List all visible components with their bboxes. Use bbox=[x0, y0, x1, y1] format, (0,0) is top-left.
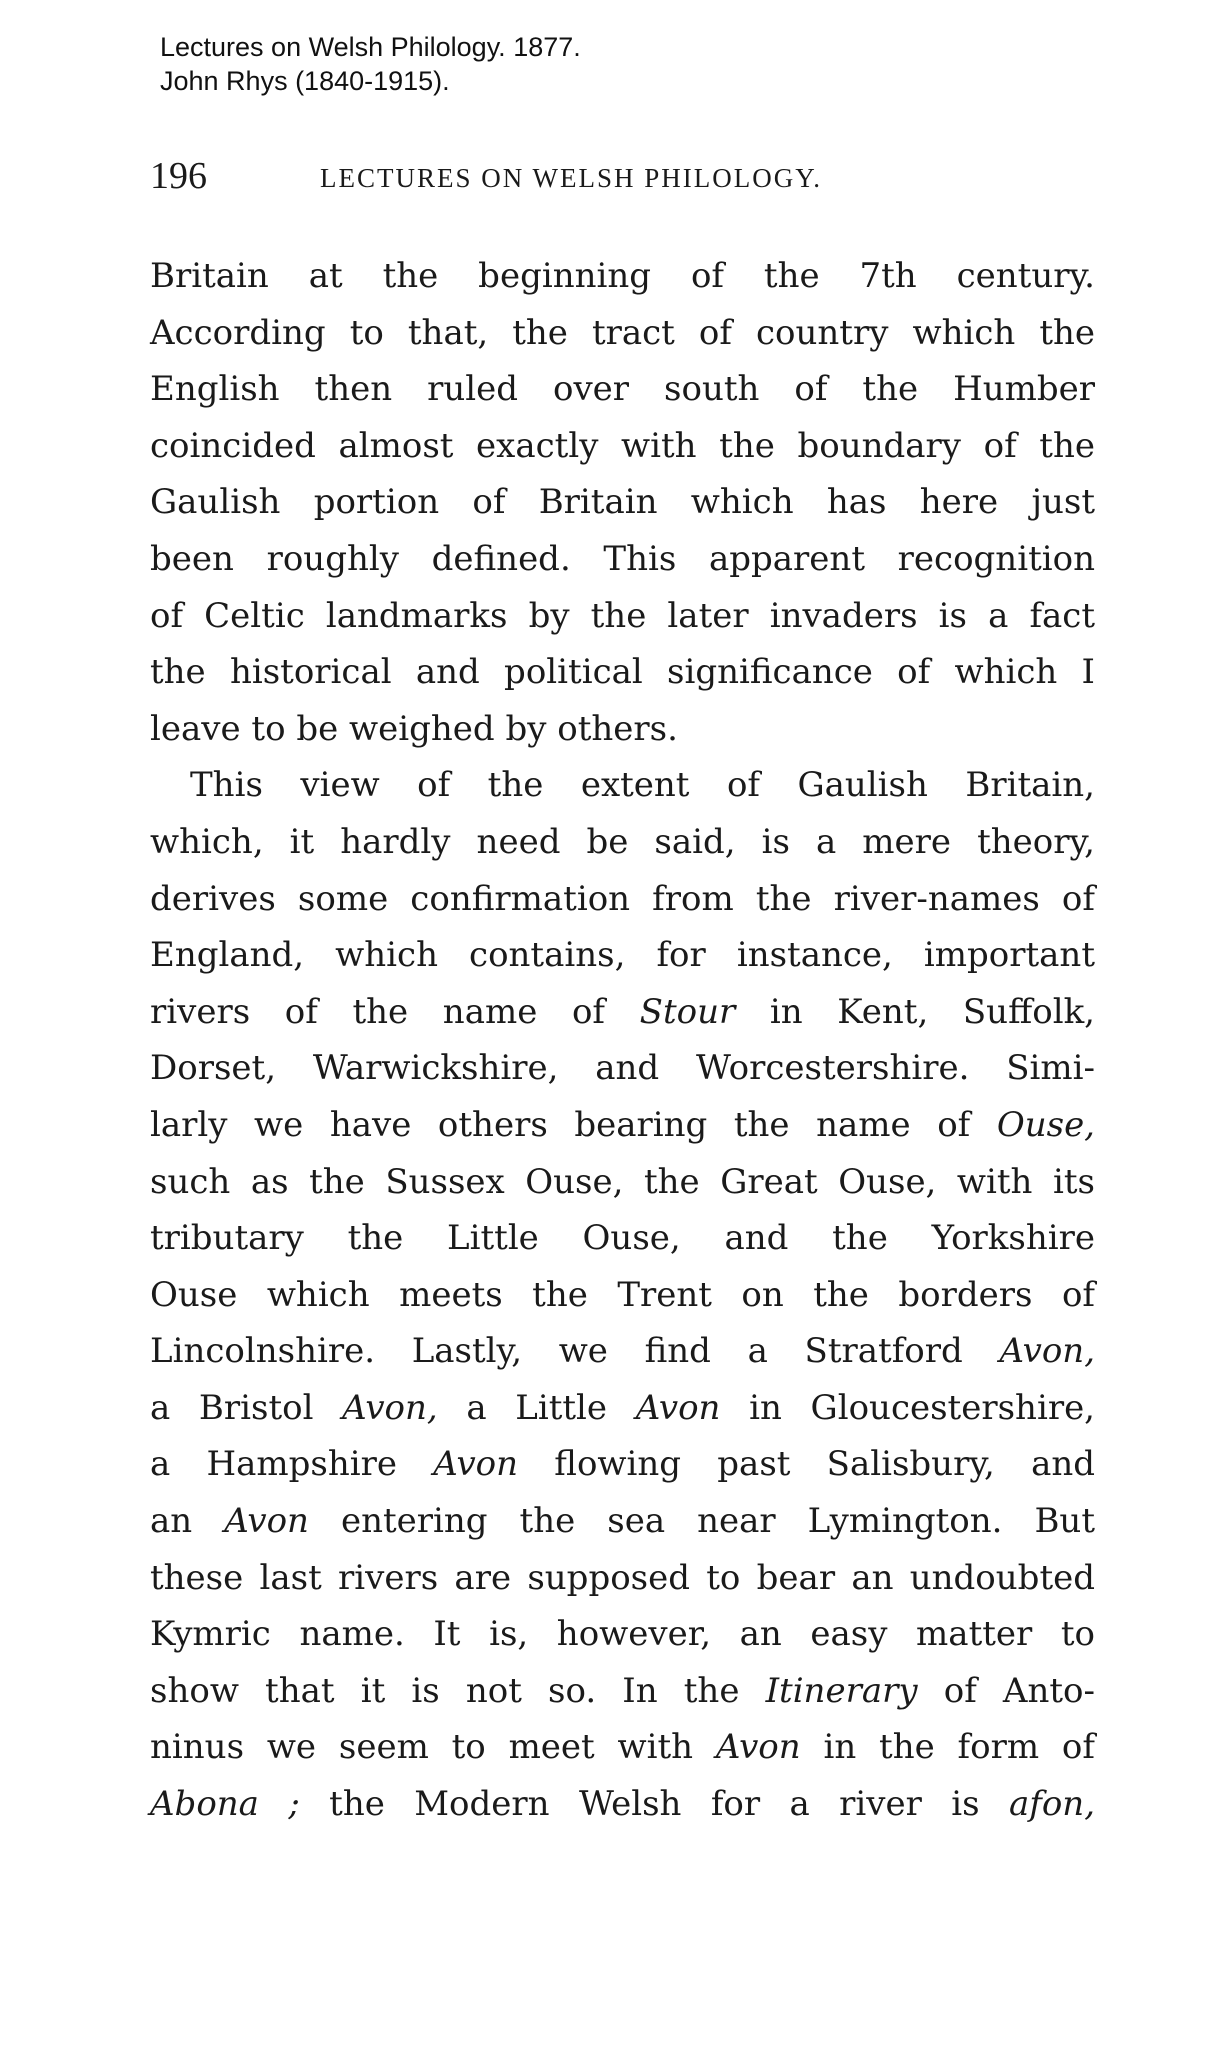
italic-run: Avon bbox=[715, 1727, 801, 1768]
source-author-line: John Rhys (1840-1915). bbox=[160, 66, 450, 96]
paragraph bbox=[150, 248, 1095, 757]
text-run: a Bristol bbox=[150, 1387, 343, 1428]
italic-run: afon, bbox=[1008, 1784, 1095, 1825]
text-run: the Modern Welsh for a river is bbox=[299, 1784, 1009, 1825]
text-line: Britain at the beginning of the 7th century. bbox=[150, 256, 1095, 296]
italic-run: Stour bbox=[639, 991, 736, 1032]
text-run: these last rivers are supposed to bear an undoubted bbox=[150, 1557, 1095, 1598]
page-number: 196 bbox=[150, 155, 207, 197]
italic-run: Avon, bbox=[342, 1387, 438, 1428]
text-line bbox=[150, 1323, 1095, 1380]
text-line bbox=[150, 1267, 1095, 1324]
text-line bbox=[150, 1154, 1095, 1211]
text-line bbox=[150, 1210, 1095, 1267]
text-run: a Little bbox=[437, 1387, 636, 1428]
italic-run: Avon bbox=[635, 1387, 721, 1428]
text-line bbox=[150, 984, 1095, 1041]
italic-run: Abona ; bbox=[150, 1784, 300, 1825]
text-line bbox=[150, 1776, 1095, 1833]
text-line bbox=[150, 1550, 1095, 1607]
text-line bbox=[150, 1097, 1095, 1154]
text-line: coincided almost exactly with the boundary of the bbox=[150, 425, 1095, 466]
text-run: flowing past Salisbury, and bbox=[518, 1444, 1095, 1485]
text-line: leave to be weighed by others. bbox=[150, 708, 678, 749]
text-run: in Gloucestershire, bbox=[720, 1387, 1095, 1428]
text-line: the historical and political significance of which I bbox=[150, 652, 1095, 693]
text-run: such as the Sussex Ouse, the Great Ouse, with its bbox=[150, 1161, 1095, 1202]
text-run: Kymric name. It is, however, an easy matter to bbox=[150, 1614, 1095, 1655]
text-run: Dorset, Warwickshire, and Worcestershire. Simi- bbox=[150, 1048, 1095, 1089]
text-line bbox=[150, 1719, 1095, 1776]
text-line bbox=[150, 1380, 1095, 1437]
italic-run: Avon bbox=[433, 1444, 519, 1485]
text-line bbox=[150, 1663, 1095, 1720]
text-line bbox=[150, 871, 1095, 928]
text-line: According to that, the tract of country which the bbox=[150, 312, 1095, 353]
text-line: English then ruled over south of the Humber bbox=[150, 369, 1095, 410]
text-run: in Kent, Suffolk, bbox=[735, 991, 1095, 1032]
paragraph bbox=[150, 757, 1095, 1832]
page-text bbox=[150, 248, 1095, 1833]
text-run: entering the sea near Lymington. But bbox=[308, 1501, 1095, 1542]
text-run: Lincolnshire. Lastly, we find a Stratford bbox=[150, 1331, 1000, 1372]
text-run: of Anto- bbox=[917, 1670, 1095, 1711]
italic-run: Itinerary bbox=[765, 1670, 918, 1711]
text-line bbox=[150, 1040, 1095, 1097]
text-run: rivers of the name of bbox=[150, 991, 640, 1032]
text-run: which, it hardly need be said, is a mere theory, bbox=[150, 821, 1095, 862]
source-note bbox=[160, 30, 581, 98]
text-line bbox=[150, 814, 1095, 871]
italic-run: Avon, bbox=[999, 1331, 1095, 1372]
text-line bbox=[150, 757, 1095, 814]
text-run: This view of the extent of Gaulish Britain, bbox=[190, 765, 1095, 806]
text-line: of Celtic landmarks by the later invaders is a fact bbox=[150, 595, 1095, 636]
running-head bbox=[150, 152, 1085, 200]
text-run: an bbox=[150, 1501, 225, 1542]
text-line: Gaulish portion of Britain which has here just bbox=[150, 482, 1095, 523]
text-run: derives some confirmation from the river-names of bbox=[150, 878, 1095, 919]
italic-run: Avon bbox=[224, 1501, 309, 1542]
text-line: been roughly defined. This apparent recognition bbox=[150, 538, 1095, 579]
italic-run: Ouse, bbox=[996, 1104, 1095, 1145]
text-run: ninus we seem to meet with bbox=[150, 1727, 716, 1768]
text-run: a Hampshire bbox=[150, 1444, 434, 1485]
source-title-line: Lectures on Welsh Philology. 1877. bbox=[160, 32, 581, 62]
text-line bbox=[150, 1493, 1095, 1550]
text-line bbox=[150, 1436, 1095, 1493]
text-run: larly we have others bearing the name of bbox=[150, 1104, 997, 1145]
text-line bbox=[150, 927, 1095, 984]
text-line bbox=[150, 1606, 1095, 1663]
text-run: tributary the Little Ouse, and the Yorkshire bbox=[150, 1218, 1095, 1259]
text-run: England, which contains, for instance, important bbox=[150, 935, 1095, 976]
text-run: show that it is not so. In the bbox=[150, 1670, 766, 1711]
text-run: Ouse which meets the Trent on the borders of bbox=[150, 1274, 1095, 1315]
running-title: LECTURES ON WELSH PHILOLOGY. bbox=[320, 163, 823, 193]
text-run: in the form of bbox=[800, 1727, 1095, 1768]
